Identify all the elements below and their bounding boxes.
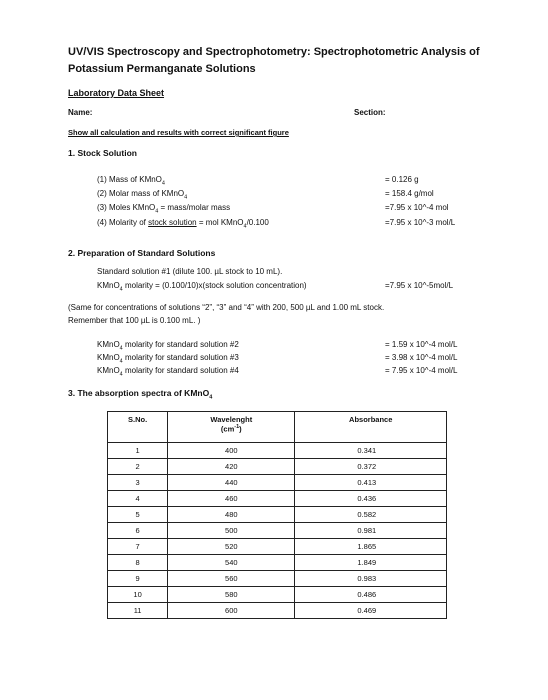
stock-item-molarity: (4) Molarity of stock solution = mol KMnO$_4$/0.100 [97,218,269,230]
cell-wavelength: 480 [168,507,295,523]
cell-sno: 2 [108,459,168,475]
cell-sno: 1 [108,443,168,459]
cell-wavelength: 560 [168,571,295,587]
cell-absorbance: 0.469 [295,603,447,619]
standard-note-1: (Same for concentrations of solutions “2”, “3” and “4” with 200, 500 µL and 1.00 mL stock. [68,303,385,312]
cell-absorbance: 0.341 [295,443,447,459]
cell-wavelength: 520 [168,539,295,555]
stock-item-molar-mass: (2) Molar mass of KMnO$_4$ [97,189,188,201]
cell-sno: 11 [108,603,168,619]
sheet-title: Laboratory Data Sheet [68,88,165,98]
stock-item-mass: (1) Mass of KMnO$_4$ [97,175,165,187]
cell-absorbance: 0.372 [295,459,447,475]
document-title: UV/VIS Spectroscopy and Spectrophotometry: Spectrophotometric Analysis of Potassium Permanganate Solutions [68,46,480,75]
cell-sno: 8 [108,555,168,571]
table-row [108,603,447,619]
name-label: Name: [68,108,93,117]
cell-sno: 3 [108,475,168,491]
standard-solution-3: KMnO$_4$ molarity for standard solution #3 [97,353,239,365]
instruction-text: Show all calculation and results with correct significant figure [68,128,289,137]
cell-wavelength: 460 [168,491,295,507]
column-header-absorbance: Absorbance [295,412,447,443]
standard-solution-4-value: = 7.95 x 10^-4 mol/L [385,366,458,375]
cell-absorbance: 0.582 [295,507,447,523]
table-row [108,571,447,587]
cell-wavelength: 420 [168,459,295,475]
column-header-wavelength: Wavelenght $(cm^{-1})$ [168,412,295,443]
standard-line-2-value: =7.95 x 10^-5mol/L [385,281,454,290]
column-header-sno: S.No. [108,412,168,443]
table-row [108,539,447,555]
cell-sno: 7 [108,539,168,555]
table-row [108,459,447,475]
table-row [108,507,447,523]
cell-sno: 10 [108,587,168,603]
stock-item-molar-mass-value: = 158.4 g/mol [385,189,434,198]
cell-absorbance: 0.413 [295,475,447,491]
standard-line-2: KMnO$_4$ molarity = (0.100/10)x(stock solution concentration) [97,281,307,293]
standard-note-2: Remember that 100 µL is 0.100 mL. ) [68,316,201,325]
cell-absorbance: 0.436 [295,491,447,507]
cell-wavelength: 600 [168,603,295,619]
spectra-heading: 3. The absorption spectra of KMnO$_4$ [68,388,213,401]
standard-solution-2: KMnO$_4$ molarity for standard solution #2 [97,340,239,352]
stock-item-molarity-value: =7.95 x 10^-3 mol/L [385,218,456,227]
cell-absorbance: 0.981 [295,523,447,539]
table-row [108,523,447,539]
cell-absorbance: 0.983 [295,571,447,587]
stock-heading: 1. Stock Solution [68,148,137,158]
cell-sno: 5 [108,507,168,523]
cell-wavelength: 440 [168,475,295,491]
standard-solution-4: KMnO$_4$ molarity for standard solution #4 [97,366,239,378]
cell-sno: 4 [108,491,168,507]
stock-item-moles-value: =7.95 x 10^-4 mol [385,203,449,212]
cell-sno: 9 [108,571,168,587]
table-row [108,475,447,491]
table-row [108,587,447,603]
cell-sno: 6 [108,523,168,539]
cell-wavelength: 500 [168,523,295,539]
table-row [108,443,447,459]
standard-solution-2-value: = 1.59 x 10^-4 mol/L [385,340,458,349]
cell-absorbance: 1.865 [295,539,447,555]
cell-absorbance: 0.486 [295,587,447,603]
cell-wavelength: 580 [168,587,295,603]
stock-item-moles: (3) Moles KMnO$_4$ = mass/molar mass [97,203,231,215]
absorption-table [107,411,447,619]
section-label: Section: [354,108,386,117]
cell-absorbance: 1.849 [295,555,447,571]
standard-solution-3-value: = 3.98 x 10^-4 mol/L [385,353,458,362]
cell-wavelength: 400 [168,443,295,459]
table-row [108,491,447,507]
stock-item-mass-value: = 0.126 g [385,175,419,184]
standard-line-1: Standard solution #1 (dilute 100. µL stock to 10 mL). [97,267,283,276]
standard-heading: 2. Preparation of Standard Solutions [68,248,216,258]
cell-wavelength: 540 [168,555,295,571]
table-row [108,555,447,571]
